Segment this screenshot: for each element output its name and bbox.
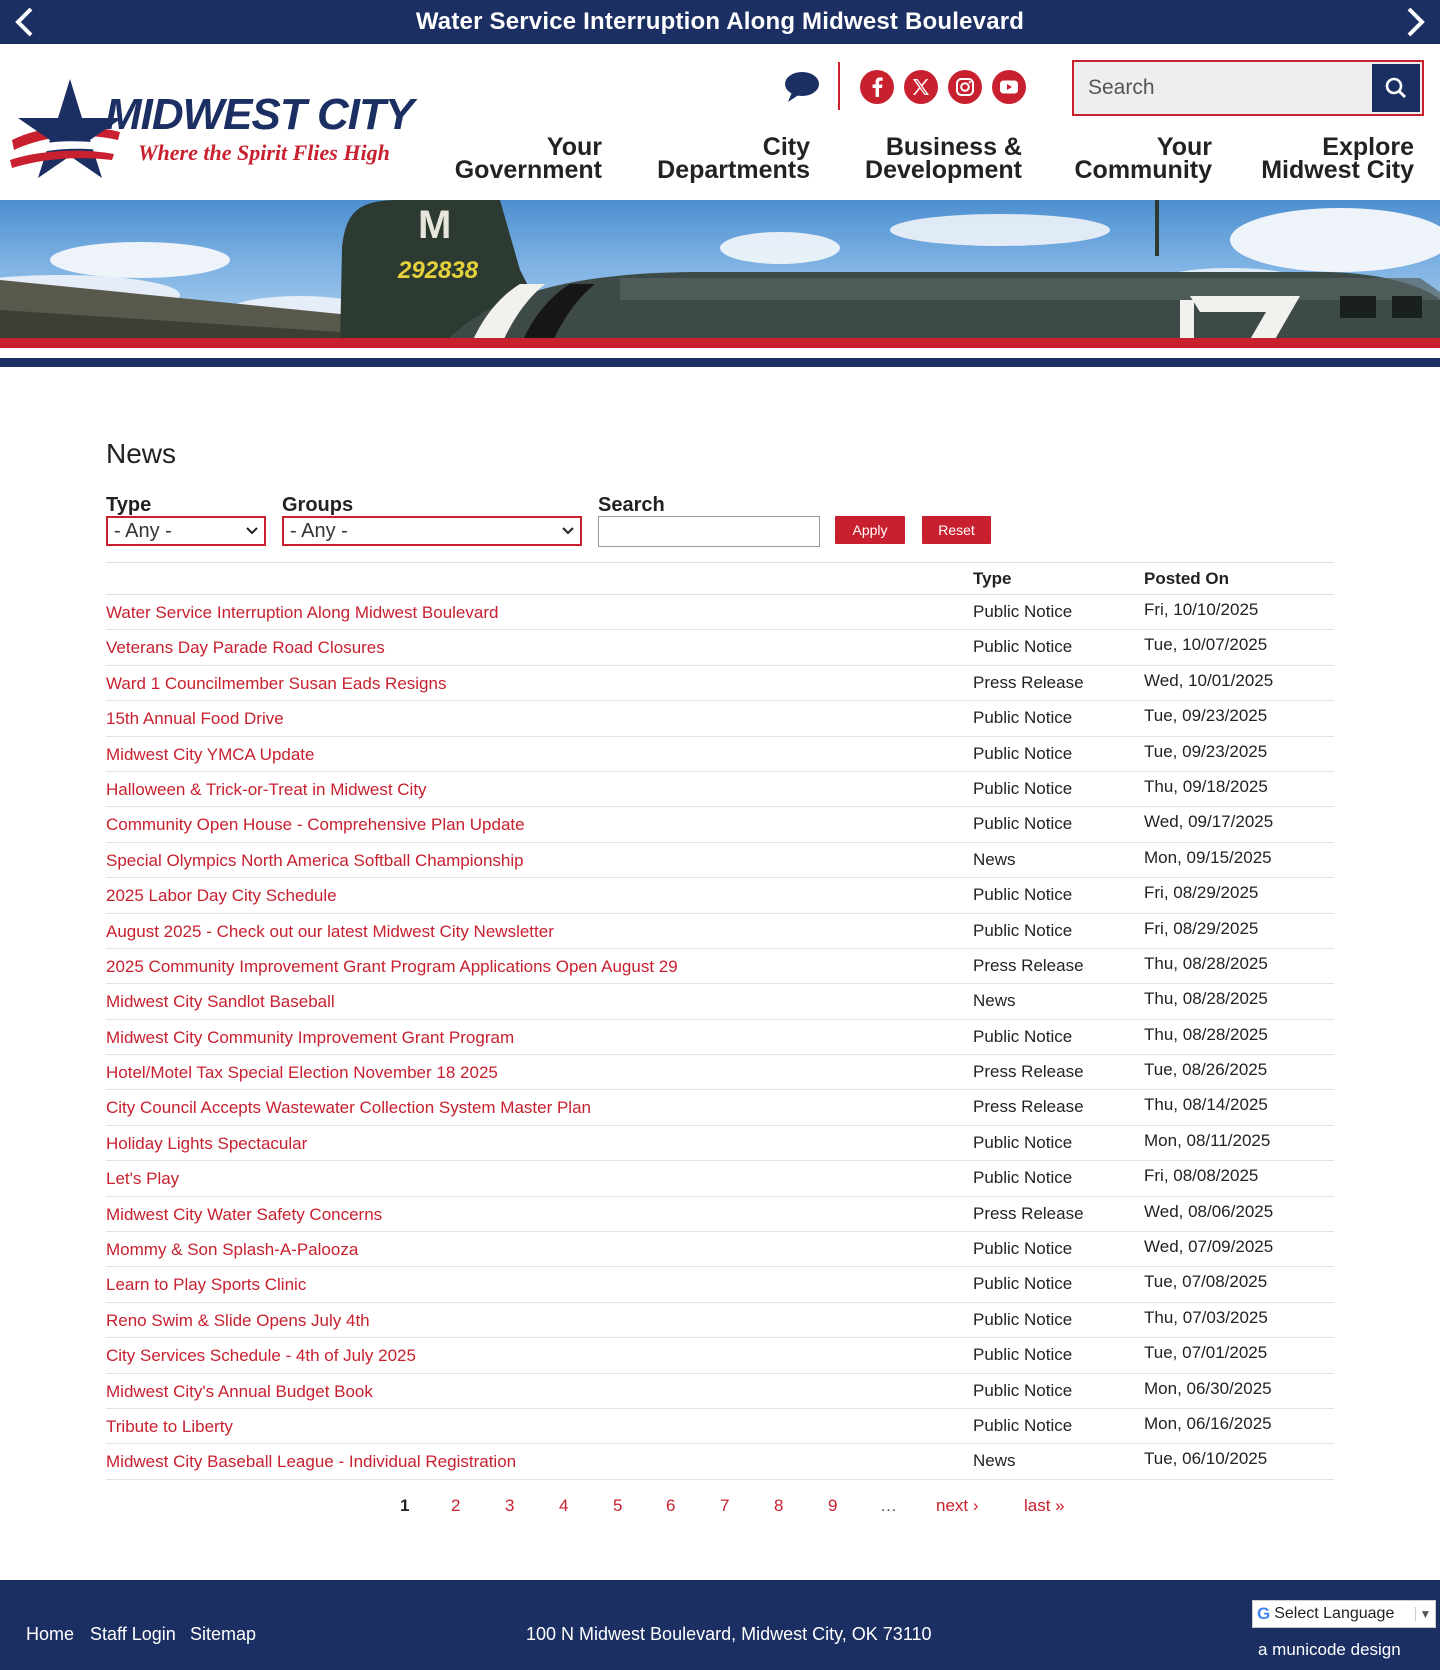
news-title-link[interactable]: Halloween & Trick-or-Treat in Midwest City bbox=[106, 779, 427, 799]
table-row bbox=[106, 1267, 1334, 1302]
news-posted-date: Mon, 09/15/2025 bbox=[1144, 847, 1272, 867]
site-footer bbox=[0, 1580, 1440, 1670]
news-title-link[interactable]: Midwest City Community Improvement Grant Program bbox=[106, 1027, 515, 1047]
news-posted-date: Wed, 08/06/2025 bbox=[1144, 1201, 1274, 1221]
news-title-link[interactable]: 2025 Labor Day City Schedule bbox=[106, 886, 337, 906]
alert-prev-arrow-icon[interactable] bbox=[6, 4, 42, 40]
table-row bbox=[106, 1161, 1334, 1196]
language-select[interactable] bbox=[1252, 1600, 1436, 1628]
news-title-link[interactable]: 15th Annual Food Drive bbox=[106, 709, 284, 729]
news-posted-date: Thu, 08/28/2025 bbox=[1144, 1024, 1268, 1044]
reset-button[interactable]: Reset bbox=[922, 516, 991, 544]
news-type: Public Notice bbox=[973, 1415, 1073, 1435]
news-posted-date: Thu, 08/28/2025 bbox=[1144, 953, 1268, 973]
nav-your-community[interactable]: Your Community bbox=[1074, 133, 1212, 184]
news-posted-date: Thu, 09/18/2025 bbox=[1144, 776, 1268, 796]
table-row bbox=[106, 984, 1334, 1019]
news-posted-date: Fri, 10/10/2025 bbox=[1144, 600, 1259, 619]
news-type: News bbox=[973, 991, 1016, 1011]
news-title-link[interactable]: Holiday Lights Spectacular bbox=[106, 1133, 308, 1153]
tail-number: 292838 bbox=[398, 257, 479, 284]
news-title-link[interactable]: Water Service Interruption Along Midwest Boulevard bbox=[106, 603, 499, 622]
news-title-link[interactable]: Ward 1 Councilmember Susan Eads Resigns bbox=[106, 673, 447, 693]
table-row bbox=[106, 1197, 1334, 1232]
nav-city-departments[interactable]: City Departments bbox=[657, 133, 810, 184]
chevron-down-icon bbox=[562, 524, 574, 538]
news-type: News bbox=[973, 849, 1016, 869]
news-title-link[interactable]: Special Olympics North America Softball Championship bbox=[106, 850, 524, 870]
news-posted-date: Mon, 08/11/2025 bbox=[1144, 1130, 1271, 1150]
footer-address: 100 N Midwest Boulevard, Midwest City, OK 73110 bbox=[526, 1624, 932, 1644]
groups-filter-select[interactable] bbox=[282, 516, 582, 546]
banner-stripe-red bbox=[0, 338, 1440, 348]
news-posted-date: Fri, 08/29/2025 bbox=[1144, 883, 1259, 903]
news-title-link[interactable]: City Services Schedule - 4th of July 2025 bbox=[106, 1346, 416, 1366]
logo-wordmark: MIDWEST CITY bbox=[105, 90, 414, 139]
tail-letter: M bbox=[418, 203, 452, 247]
site-search-input[interactable] bbox=[1074, 62, 1370, 114]
table-row bbox=[106, 1374, 1334, 1409]
table-row bbox=[106, 949, 1334, 984]
instagram-icon[interactable] bbox=[948, 70, 982, 104]
news-title-link[interactable]: Veterans Day Parade Road Closures bbox=[106, 638, 385, 658]
groups-filter-value: - Any - bbox=[290, 519, 348, 542]
news-posted-date: Wed, 07/09/2025 bbox=[1144, 1237, 1274, 1257]
page-link-2[interactable]: 2 bbox=[451, 1496, 461, 1515]
table-row bbox=[106, 843, 1334, 878]
news-posted-date: Tue, 09/23/2025 bbox=[1144, 741, 1268, 761]
news-title-link[interactable]: Learn to Play Sports Clinic bbox=[106, 1275, 307, 1295]
news-title-link[interactable]: Let's Play bbox=[106, 1169, 180, 1189]
news-type: Press Release bbox=[973, 1203, 1084, 1223]
news-posted-date: Wed, 09/17/2025 bbox=[1144, 812, 1274, 832]
nav-your-government[interactable]: Your Government bbox=[454, 133, 602, 184]
search-icon[interactable] bbox=[1372, 64, 1420, 112]
news-title-link[interactable]: Tribute to Liberty bbox=[106, 1416, 233, 1436]
type-filter-label: Type bbox=[106, 494, 152, 516]
page-link-3[interactable]: 3 bbox=[505, 1496, 515, 1515]
page-link-5[interactable]: 5 bbox=[613, 1496, 623, 1515]
youtube-icon[interactable] bbox=[992, 70, 1026, 104]
table-row bbox=[106, 1409, 1334, 1444]
apply-button[interactable]: Apply bbox=[835, 516, 905, 544]
search-filter-label: Search bbox=[598, 494, 665, 516]
news-type: Public Notice bbox=[973, 1132, 1073, 1152]
table-row bbox=[106, 1020, 1334, 1055]
column-header-posted-on[interactable]: Posted On bbox=[1144, 569, 1230, 588]
facebook-icon[interactable] bbox=[860, 70, 894, 104]
table-row bbox=[106, 1090, 1334, 1125]
municode-credit-link[interactable]: a municode design bbox=[1258, 1640, 1401, 1659]
table-row bbox=[106, 807, 1334, 842]
table-row bbox=[106, 1126, 1334, 1161]
x-icon[interactable] bbox=[904, 70, 938, 104]
news-type: Public Notice bbox=[973, 814, 1073, 834]
news-posted-date: Thu, 08/14/2025 bbox=[1144, 1095, 1268, 1115]
page-link-7[interactable]: 7 bbox=[720, 1496, 730, 1515]
news-title-link[interactable]: Midwest City YMCA Update bbox=[106, 744, 315, 764]
news-posted-date: Tue, 08/26/2025 bbox=[1144, 1060, 1268, 1080]
news-posted-date: Mon, 06/30/2025 bbox=[1144, 1378, 1272, 1398]
news-title-link[interactable]: Midwest City Water Safety Concerns bbox=[106, 1204, 383, 1224]
news-search-input[interactable] bbox=[598, 516, 820, 547]
chevron-down-icon bbox=[246, 524, 258, 538]
nav-business-development[interactable]: Business & Development bbox=[865, 133, 1022, 184]
table-row bbox=[106, 701, 1334, 736]
table-row bbox=[106, 1444, 1334, 1479]
news-type: Public Notice bbox=[973, 1345, 1073, 1365]
news-type: Press Release bbox=[973, 672, 1084, 692]
page-link-6[interactable]: 6 bbox=[666, 1496, 676, 1515]
table-row bbox=[106, 1303, 1334, 1338]
news-type: Public Notice bbox=[973, 743, 1073, 763]
page-ellipsis: … bbox=[880, 1496, 897, 1515]
news-type: Public Notice bbox=[973, 1380, 1073, 1400]
chat-bubble-icon[interactable] bbox=[784, 70, 820, 106]
site-search-box bbox=[1072, 60, 1424, 116]
news-title-link[interactable]: Midwest City Baseball League - Individual Registration bbox=[106, 1452, 517, 1472]
news-posted-date: Tue, 07/08/2025 bbox=[1144, 1272, 1268, 1292]
alert-link[interactable]: Water Service Interruption Along Midwest Boulevard bbox=[415, 8, 1025, 35]
news-posted-date: Tue, 06/10/2025 bbox=[1144, 1449, 1268, 1469]
news-type: Public Notice bbox=[973, 1168, 1073, 1188]
news-posted-date: Tue, 09/23/2025 bbox=[1144, 706, 1268, 726]
news-type: Public Notice bbox=[973, 637, 1073, 657]
news-title-link[interactable]: City Council Accepts Wastewater Collection System Master Plan bbox=[106, 1098, 591, 1118]
news-type: Public Notice bbox=[973, 778, 1073, 798]
news-type: Public Notice bbox=[973, 602, 1073, 621]
table-header bbox=[106, 562, 1334, 595]
table-row bbox=[106, 914, 1334, 949]
news-title-link[interactable]: Hotel/Motel Tax Special Election November 18 2025 bbox=[106, 1063, 498, 1083]
aircraft-photo bbox=[0, 200, 1440, 348]
news-type: Public Notice bbox=[973, 1309, 1073, 1329]
news-posted-date: Mon, 06/16/2025 bbox=[1144, 1413, 1272, 1433]
news-title-link[interactable]: Midwest City Sandlot Baseball bbox=[106, 992, 335, 1012]
news-type: Public Notice bbox=[973, 920, 1073, 940]
type-filter-value: - Any - bbox=[114, 519, 172, 542]
alert-next-arrow-icon[interactable] bbox=[1398, 4, 1434, 40]
banner-stripe-blue bbox=[0, 358, 1440, 367]
page-link-4[interactable]: 4 bbox=[559, 1496, 569, 1515]
table-row bbox=[106, 595, 1334, 630]
news-type: News bbox=[973, 1451, 1016, 1471]
news-type: Public Notice bbox=[973, 708, 1073, 728]
news-title-link[interactable]: 2025 Community Improvement Grant Program Applications Open August 29 bbox=[106, 956, 678, 976]
news-posted-date: Tue, 07/01/2025 bbox=[1144, 1343, 1268, 1363]
site-header bbox=[0, 44, 1440, 200]
page-next-link[interactable]: next › bbox=[936, 1496, 979, 1515]
news-type: Press Release bbox=[973, 1097, 1084, 1117]
table-row bbox=[106, 772, 1334, 807]
news-posted-date: Fri, 08/08/2025 bbox=[1144, 1166, 1259, 1186]
hero-banner-image bbox=[0, 200, 1440, 348]
table-row bbox=[106, 1232, 1334, 1267]
news-title-link[interactable]: Midwest City's Annual Budget Book bbox=[106, 1381, 373, 1401]
page-last-link[interactable]: last » bbox=[1024, 1496, 1065, 1515]
banner-stripe-white bbox=[0, 348, 1440, 358]
groups-filter-label: Groups bbox=[282, 494, 354, 516]
footer-link-staff-login[interactable]: Staff Login bbox=[90, 1624, 176, 1644]
news-posted-date: Tue, 10/07/2025 bbox=[1144, 635, 1268, 655]
news-title-link[interactable]: Reno Swim & Slide Opens July 4th bbox=[106, 1310, 370, 1330]
table-row bbox=[106, 666, 1334, 701]
news-posted-date: Thu, 07/03/2025 bbox=[1144, 1307, 1268, 1327]
header-divider bbox=[838, 62, 840, 110]
main-nav bbox=[0, 133, 1440, 196]
logo-tagline: Where the Spirit Flies High bbox=[138, 140, 390, 165]
news-type: Press Release bbox=[973, 1062, 1084, 1082]
page-link-8[interactable]: 8 bbox=[774, 1496, 784, 1515]
news-posted-date: Fri, 08/29/2025 bbox=[1144, 918, 1259, 938]
news-type: Public Notice bbox=[973, 885, 1073, 905]
table-row bbox=[106, 878, 1334, 913]
type-filter-select[interactable] bbox=[106, 516, 266, 546]
table-row bbox=[106, 737, 1334, 772]
news-title-link[interactable]: Community Open House - Comprehensive Plan Update bbox=[106, 815, 525, 835]
page-link-9[interactable]: 9 bbox=[828, 1496, 838, 1515]
news-type: Public Notice bbox=[973, 1274, 1073, 1294]
news-title-link[interactable]: August 2025 - Check out our latest Midwest City Newsletter bbox=[106, 921, 554, 941]
pagination bbox=[0, 1496, 1440, 1520]
page-title: News bbox=[106, 438, 177, 469]
column-header-type[interactable]: Type bbox=[973, 569, 1012, 588]
news-posted-date: Thu, 08/28/2025 bbox=[1144, 989, 1268, 1009]
page-current: 1 bbox=[400, 1496, 410, 1515]
nav-explore-midwest-city[interactable]: Explore Midwest City bbox=[1261, 133, 1414, 184]
language-select-label: Select Language bbox=[1274, 1605, 1395, 1622]
footer-link-home[interactable]: Home bbox=[26, 1624, 75, 1644]
news-type: Public Notice bbox=[973, 1026, 1073, 1046]
news-table bbox=[106, 562, 1334, 1480]
footer-link-sitemap[interactable]: Sitemap bbox=[190, 1624, 257, 1644]
table-row bbox=[106, 630, 1334, 665]
alert-bar bbox=[0, 0, 1440, 44]
news-type: Press Release bbox=[973, 955, 1084, 975]
google-translate-icon: G bbox=[1257, 1604, 1271, 1623]
table-body bbox=[106, 595, 1334, 1480]
dropdown-arrow-icon: ▼ bbox=[1415, 1607, 1435, 1621]
news-posted-date: Wed, 10/01/2025 bbox=[1144, 670, 1274, 690]
news-type: Public Notice bbox=[973, 1239, 1073, 1259]
news-title-link[interactable]: Mommy & Son Splash-A-Palooza bbox=[106, 1240, 359, 1260]
table-row bbox=[106, 1338, 1334, 1373]
table-row bbox=[106, 1055, 1334, 1090]
